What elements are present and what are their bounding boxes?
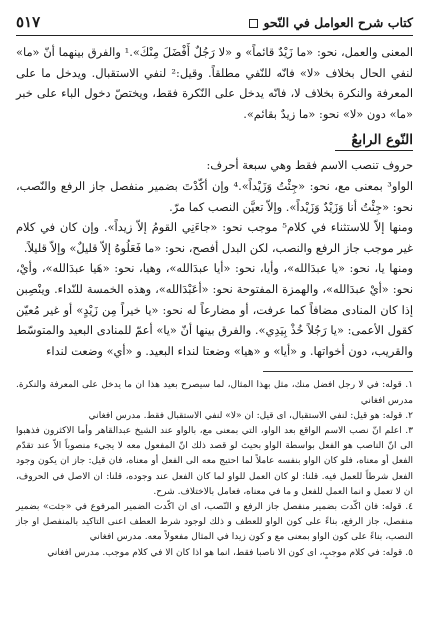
running-title bbox=[244, 15, 413, 30]
paragraph: ومنها يا، نحو: «يا عبدَالله»، وأيا، نحو: «أيا عبدَالله»، وهيا، نحو: «هَيا عبدَالله»، وأيْ، نحو: «أيْ عبدَالله»، والهمزة المفتوحة نحو: «أعَبْدَالله»، وهذه الخمسة للنّداء. وينْصِبن إذا كان المنادى مضافاً كما عرفت، أو مضارعاً له نحو: «يا خيراً مِن زَيْدٍ» أو غير مُعيّن كقول الأعمى: «يا رَجُلاً خُذْ بِيَدِي». والفرق بينها أنّ «يا» أعمّ للمنادى البعيد والمتوسّط والقريب، دون أخواتها. و «أيا» و «هيا» وضعتا لنداء البعيد. و «أي» وضعت لنداء bbox=[16, 261, 413, 358]
page-number: ٥١٧ bbox=[16, 13, 41, 31]
paragraph: المعنى والعمل، نحو: «ما زَيْدٌ قائماً» و «لا رَجُلٌ أَفْضَلَ مِنْكَ».¹ والفرق بينهما أنّ «ما» لنفي الحال بخلاف «لا» فانّه للنّفي مطلقاً. وقيل:² لنفي الاستقبال. ويدخل ما على المعرفة والنكرة بخلاف لا، فانّه يدخل على النّكرة فقط، ويختصّ دخول الباء على خبر «ما» دون «لا» نحو: «ما زيدٌ بقائم». bbox=[16, 45, 413, 121]
footnote-separator bbox=[263, 371, 413, 372]
paragraph: حروف تنصب الاسم فقط وهي سبعة أحرف: bbox=[206, 158, 413, 173]
paragraph: الواو³ بمعنى مع، نحو: «جِئْتُ وَزَيْداً».⁴ وإن أكّدْتَ بضمير منفصل جاز الرفع والنّصب، نحو: «جِئْتُ أنا وَزَيْدٌ وَزَيْداً». وإلاّ تعيَّن النصب كما مرّ. bbox=[16, 178, 413, 214]
footnotes bbox=[16, 378, 413, 560]
footnote: ٥. قوله: في كلام موجبٍ، اى كون الا ناصبا فقط، انما هو اذا كان الا في كلام موجب. مدرس افغاني bbox=[47, 547, 413, 558]
square-ornament-icon bbox=[249, 19, 258, 28]
footnote: ٣. اعلم انّ نصب الاسم الواقع بعد الواو، التي بمعنى مع، بالواو عند الشيخ عبدالقاهر وأما الاكثرون فذهبوا الى انّ الناصب هو الفعل بواسطة الواو بحيث لو قصد ذلك انّ المفعول معه لا يجيء منصوباً الاّ عند تقدّم الفعل أو معناه، فلو كان الواو بنفسه عاملاً لما احتيج معه الى الفعل أو معناه، فان قيل: جاز ان يكون وجود الفعل شرطاً للعمل فيه. قلنا: لو كان العمل للواو لما كان الفعل عند وجوده، قلنا: ان الاصل في الحروف، ان لا تعمل و انما العمل للفعل و ما في معناه، فعامل بالاختلاف. شرح. bbox=[16, 425, 413, 497]
footnote: ٢. قوله: هو قيل: لنفي الاستقبال، اى قيل: ان «لا» لنفي الاستقبال فقط. مدرس افغاني bbox=[88, 410, 413, 421]
section-heading: النّوع الرابعُ bbox=[351, 132, 413, 149]
footnote: ٤. قوله: فان اكّدت بضمير منفصل جاز الرفع و النّصب، اى ان اكّدت الضمير المرفوع في «جئت» بضمير منفصل، جاز الرفع، بناءً على كون الواو للعطف و ذلك لوجود شرط العطف اعنى التاكيد بالمنفصل او جاز النصب، بناءً على كون الواو بمعنى مع و كون زيدا في المثال مفعولاً معه. مدرس افغاني bbox=[16, 501, 413, 543]
book-title: كتاب شرح العوامل في النّحو bbox=[263, 14, 413, 30]
footnote: ١. قوله: في لا رجل افضل منك، مثل بهذا المثال، لما سيصرح بعيد هذا ان ما يدخل على المعرفة والنكرة. مدرس افغاني bbox=[16, 380, 413, 406]
main-text bbox=[16, 42, 413, 361]
heading-underline bbox=[335, 150, 413, 151]
paragraph: ومنها إلاّ للاستثناء في كلام⁵ موجب نحو: «جاءَنِي القومُ إلاّ زيداً». وإن كان في كلام غير موجب جاز الرفع والنصب، لكن البدل أفصح، نحو: «ما فَعَلُوهُ إلاّ قليلٌ» وإلاّ قليلاً. bbox=[16, 220, 413, 255]
page-header bbox=[16, 12, 413, 36]
